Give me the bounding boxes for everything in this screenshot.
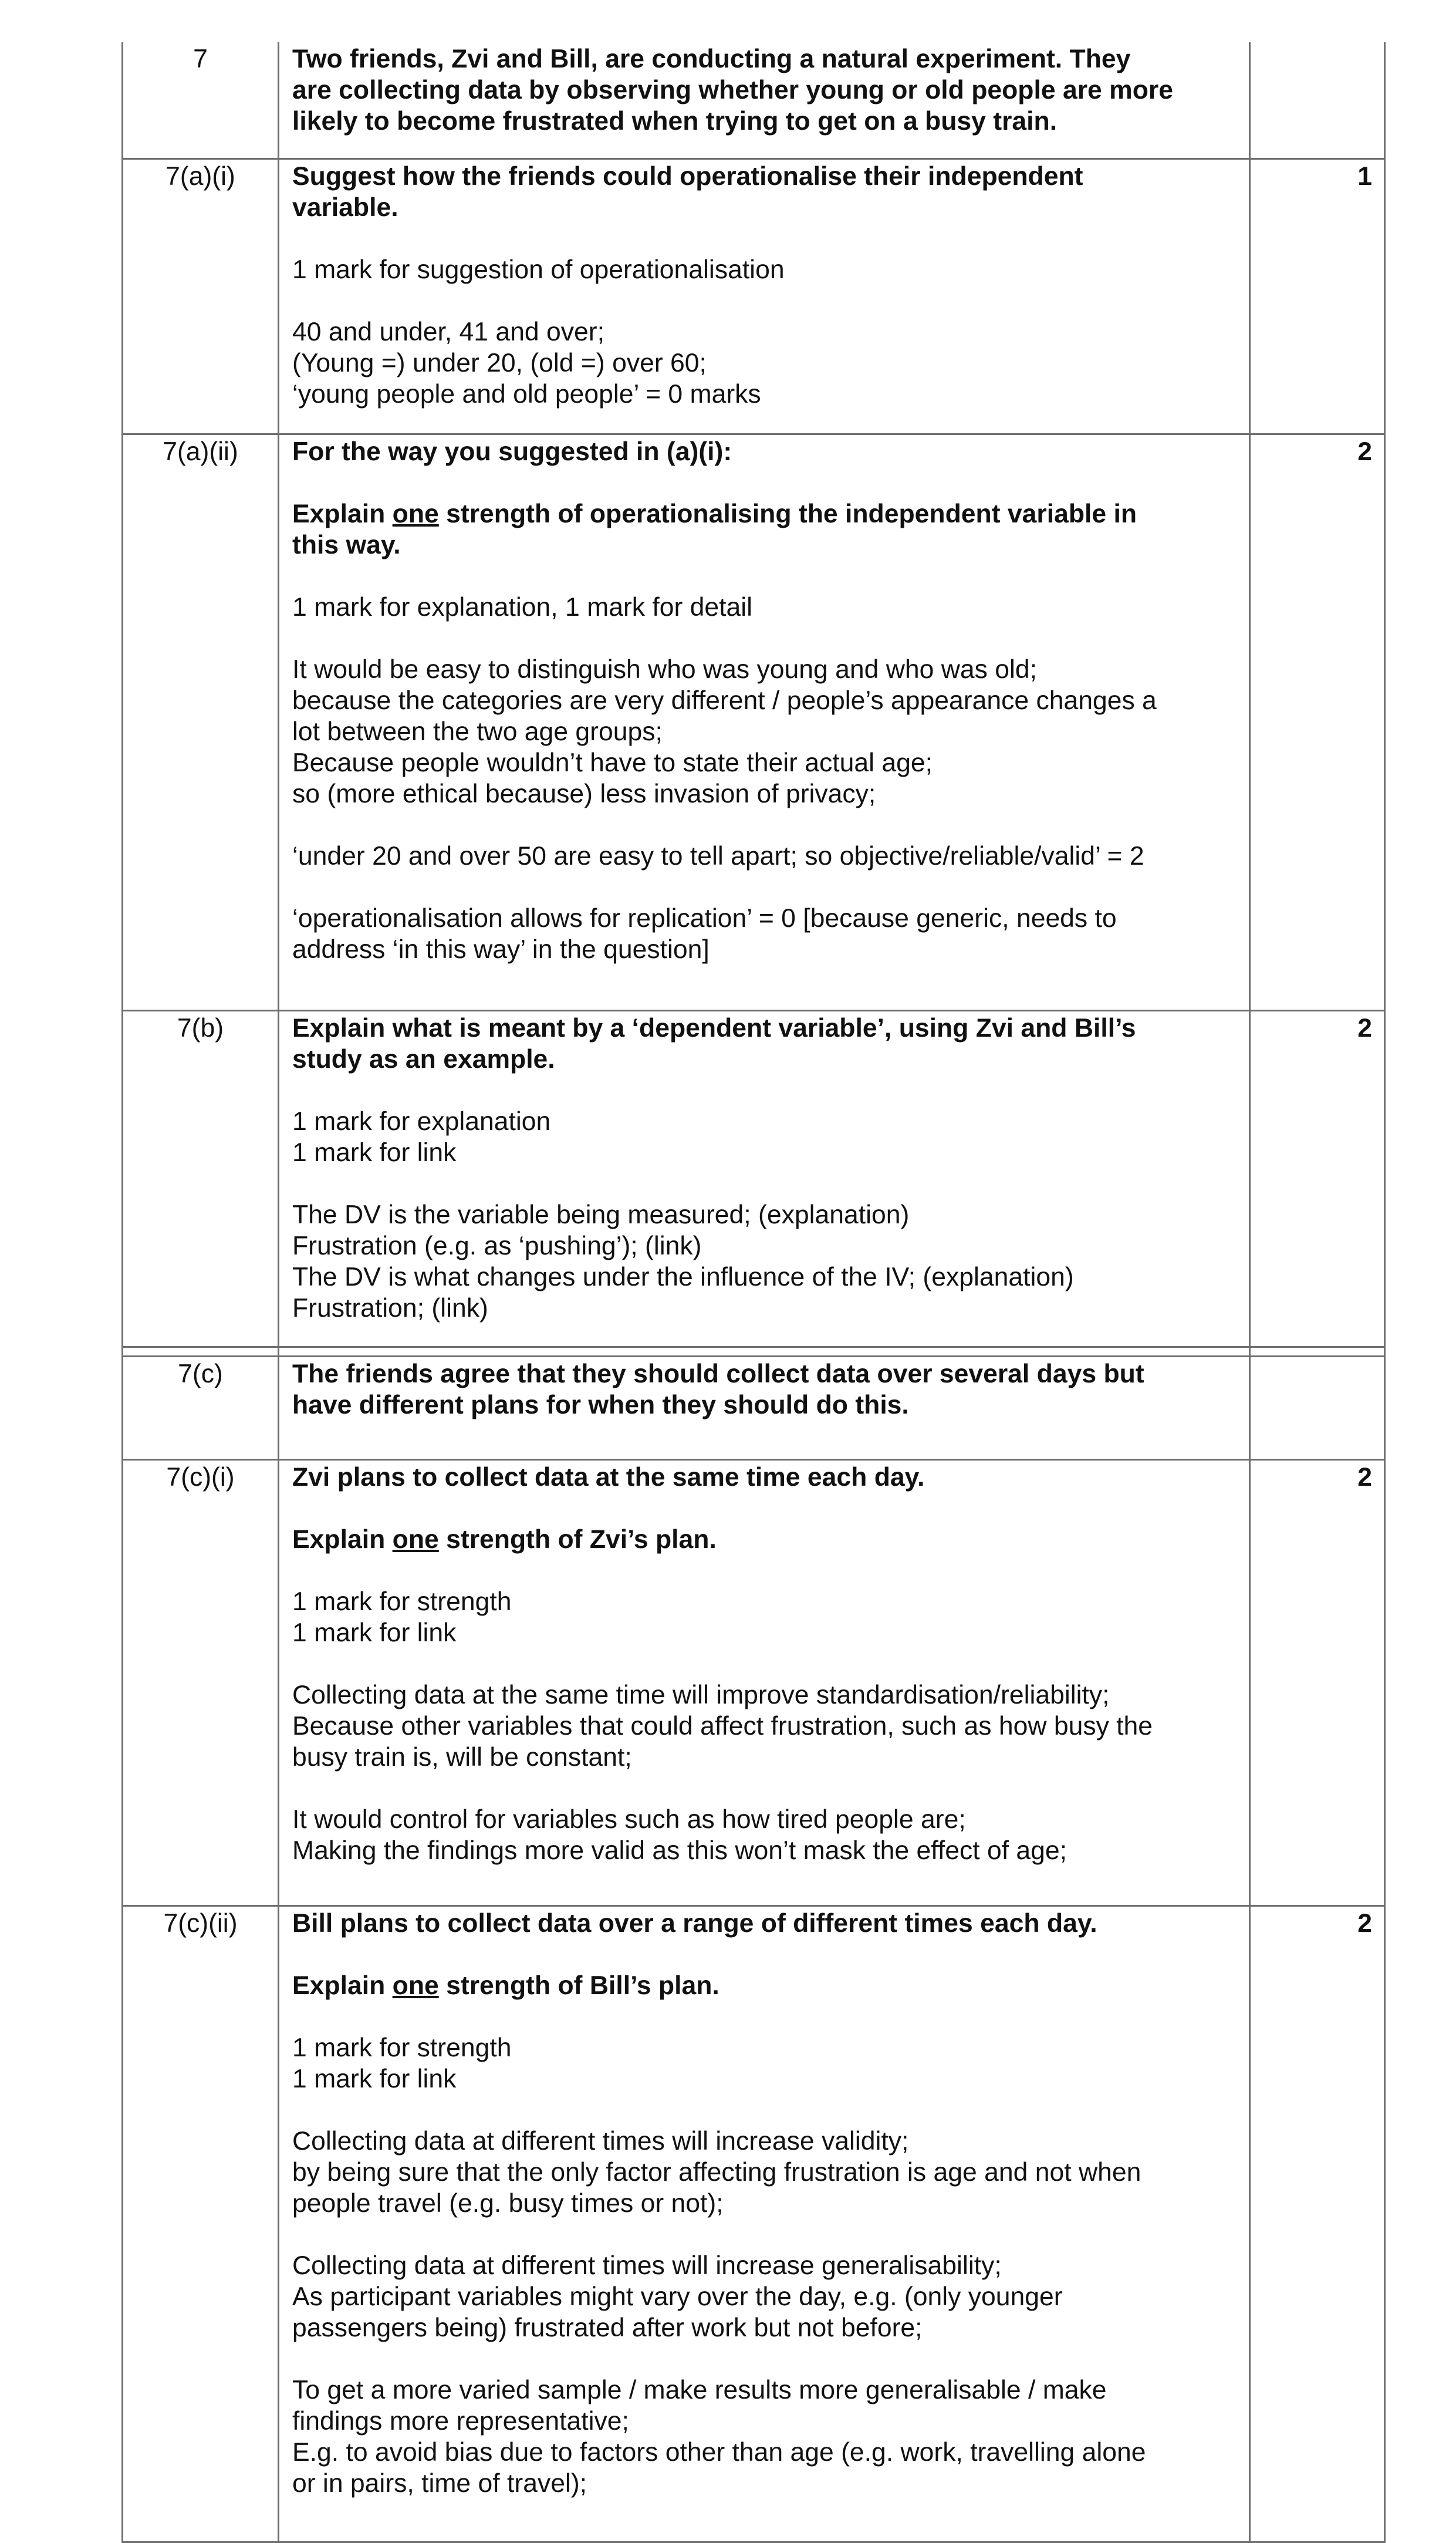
answer-line: Making the findings more valid as this won’t mask the effect of age; <box>292 1836 1067 1865</box>
question-post: strength of Bill’s plan. <box>438 1971 719 2000</box>
indicative-answers <box>292 654 1237 810</box>
question-line: Suggest how the friends could operationalise their independent <box>292 162 1083 191</box>
question-line: are collecting data by observing whether young or old people are more <box>292 76 1173 104</box>
emphasis-one: one <box>392 1525 439 1554</box>
question-number: 7(c)(ii) <box>123 1906 279 2542</box>
marking-guidance <box>292 592 1237 623</box>
question-line: The friends agree that they should collect data over several days but <box>292 1360 1144 1388</box>
answer-line: because the categories are very different / people’s appearance changes a <box>292 686 1157 715</box>
answer-line: Collecting data at different times will increase generalisability; <box>292 2251 1002 2280</box>
question-number: 7(c) <box>123 1357 279 1460</box>
question-number: 7(a)(i) <box>123 159 279 434</box>
guidance-line: 1 mark for link <box>292 1618 457 1647</box>
question-number: 7(a)(ii) <box>123 434 279 1011</box>
question-line: likely to become frustrated when trying to get on a busy train. <box>292 107 1058 136</box>
question-lead: Zvi plans to collect data at the same time each day. <box>292 1463 925 1492</box>
row-7cii <box>123 1906 1385 2542</box>
answer-line: Because other variables that could affect frustration, such as how busy the <box>292 1712 1153 1741</box>
answer-line: passengers being) frustrated after work but not before; <box>292 2313 923 2342</box>
row-7 <box>123 42 1385 159</box>
question-text <box>292 1013 1237 1075</box>
question-line: Explain what is meant by a ‘dependent variable’, using Zvi and Bill’s <box>292 1014 1136 1043</box>
question-line <box>292 498 1237 529</box>
question-cell <box>279 1357 1250 1460</box>
answer-line: E.g. to avoid bias due to factors other than age (e.g. work, travelling alone <box>292 2438 1146 2467</box>
answer-cell <box>279 434 1250 1011</box>
answer-line: by being sure that the only factor affecting frustration is age and not when <box>292 2158 1141 2187</box>
answer-cell <box>279 1460 1250 1906</box>
indicative-answers <box>292 2375 1237 2499</box>
answer-cell <box>279 1906 1250 2542</box>
question-text <box>292 1358 1237 1421</box>
marking-guidance <box>292 254 1237 285</box>
question-lead: Bill plans to collect data over a range of different times each day. <box>292 1909 1097 1938</box>
question-post: strength of Zvi’s plan. <box>438 1525 717 1554</box>
guidance-line: 1 mark for strength <box>292 2033 512 2062</box>
row-7b <box>123 1011 1385 1347</box>
guidance-line: 1 mark for explanation, 1 mark for detail <box>292 593 753 622</box>
row-7ci <box>123 1460 1385 1906</box>
marks-cell: 2 <box>1250 1460 1385 1906</box>
emphasis-one: one <box>392 1971 439 2000</box>
question-line: Two friends, Zvi and Bill, are conducting a natural experiment. They <box>292 45 1131 73</box>
indicative-answers <box>292 1199 1237 1324</box>
divider-cell <box>1250 1347 1385 1357</box>
note-line: ‘operationalisation allows for replication’ = 0 [because generic, needs to <box>292 904 1117 933</box>
answer-line: findings more representative; <box>292 2407 629 2436</box>
question-text <box>292 1524 1237 1555</box>
answer-line: Frustration (e.g. as ‘pushing’); (link) <box>292 1232 702 1260</box>
question-cell <box>279 42 1250 159</box>
answer-line: To get a more varied sample / make results more generalisable / make <box>292 2376 1107 2404</box>
marking-guidance <box>292 1586 1237 1648</box>
answer-line: It would control for variables such as how tired people are; <box>292 1805 966 1834</box>
guidance-line: 1 mark for link <box>292 1138 457 1167</box>
question-number: 7 <box>123 42 279 159</box>
marking-guidance <box>292 2032 1237 2095</box>
guidance-line: 1 mark for link <box>292 2065 457 2093</box>
row-7aii <box>123 434 1385 1011</box>
question-text <box>292 1970 1237 2001</box>
guidance-line: 1 mark for strength <box>292 1587 512 1616</box>
row-7ai <box>123 159 1385 434</box>
marks-cell <box>1250 42 1385 159</box>
question-number: 7(c)(i) <box>123 1460 279 1906</box>
answer-line: (Young =) under 20, (old =) over 60; <box>292 349 707 377</box>
mark-scheme-table <box>121 42 1386 2543</box>
guidance-line: 1 mark for suggestion of operationalisation <box>292 255 785 284</box>
indicative-answers <box>292 2126 1237 2219</box>
examiner-note <box>292 903 1237 965</box>
answer-line: The DV is the variable being measured; (explanation) <box>292 1200 910 1229</box>
answer-line: Collecting data at different times will increase validity; <box>292 2127 909 2156</box>
answer-line: Because people wouldn’t have to state their actual age; <box>292 748 933 777</box>
answer-line: 40 and under, 41 and over; <box>292 318 604 346</box>
indicative-answers <box>292 2250 1237 2343</box>
answer-line: busy train is, will be constant; <box>292 1743 632 1772</box>
question-text <box>292 498 1237 561</box>
question-line: have different plans for when they should do this. <box>292 1391 909 1419</box>
table-divider <box>123 1347 1385 1357</box>
answer-cell <box>279 1011 1250 1347</box>
question-line: study as an example. <box>292 1045 555 1074</box>
answer-line: As participant variables might vary over the day, e.g. (only younger <box>292 2282 1063 2311</box>
answer-line: The DV is what changes under the influence of the IV; (explanation) <box>292 1263 1074 1291</box>
answer-line: Frustration; (link) <box>292 1294 488 1323</box>
question-text <box>292 161 1237 223</box>
question-pre: Explain <box>292 1525 393 1554</box>
marking-guidance <box>292 1106 1237 1168</box>
answer-line: ‘young people and old people’ = 0 marks <box>292 380 761 409</box>
answer-line: or in pairs, time of travel); <box>292 2469 587 2498</box>
question-number: 7(b) <box>123 1011 279 1347</box>
answer-line: so (more ethical because) less invasion of privacy; <box>292 780 876 808</box>
examiner-note: ‘under 20 and over 50 are easy to tell apart; so objective/reliable/valid’ = 2 <box>292 842 1144 871</box>
guidance-line: 1 mark for explanation <box>292 1107 551 1136</box>
answer-line: Collecting data at the same time will improve standardisation/reliability; <box>292 1681 1110 1709</box>
answer-line: people travel (e.g. busy times or not); <box>292 2189 724 2218</box>
emphasis-one: one <box>392 500 439 528</box>
indicative-answers <box>292 1804 1237 1866</box>
question-text <box>292 43 1237 137</box>
question-pre: Explain <box>292 1971 393 2000</box>
row-7c <box>123 1357 1385 1460</box>
indicative-answers <box>292 1679 1237 1773</box>
question-pre: Explain <box>292 500 393 528</box>
question-lead: For the way you suggested in (a)(i): <box>292 437 732 466</box>
marks-cell: 2 <box>1250 1906 1385 2542</box>
answer-line: lot between the two age groups; <box>292 717 663 746</box>
marks-cell: 2 <box>1250 434 1385 1011</box>
divider-cell <box>123 1347 279 1357</box>
marks-cell: 1 <box>1250 159 1385 434</box>
answer-cell <box>279 159 1250 434</box>
question-post: strength of operationalising the independent variable in <box>438 500 1137 528</box>
divider-cell <box>279 1347 1250 1357</box>
answer-line: It would be easy to distinguish who was young and who was old; <box>292 655 1038 684</box>
question-line: this way. <box>292 531 401 559</box>
question-line: variable. <box>292 193 398 222</box>
marks-cell: 2 <box>1250 1011 1385 1347</box>
note-line: address ‘in this way’ in the question] <box>292 935 710 964</box>
marks-cell <box>1250 1357 1385 1460</box>
indicative-answers <box>292 316 1237 410</box>
